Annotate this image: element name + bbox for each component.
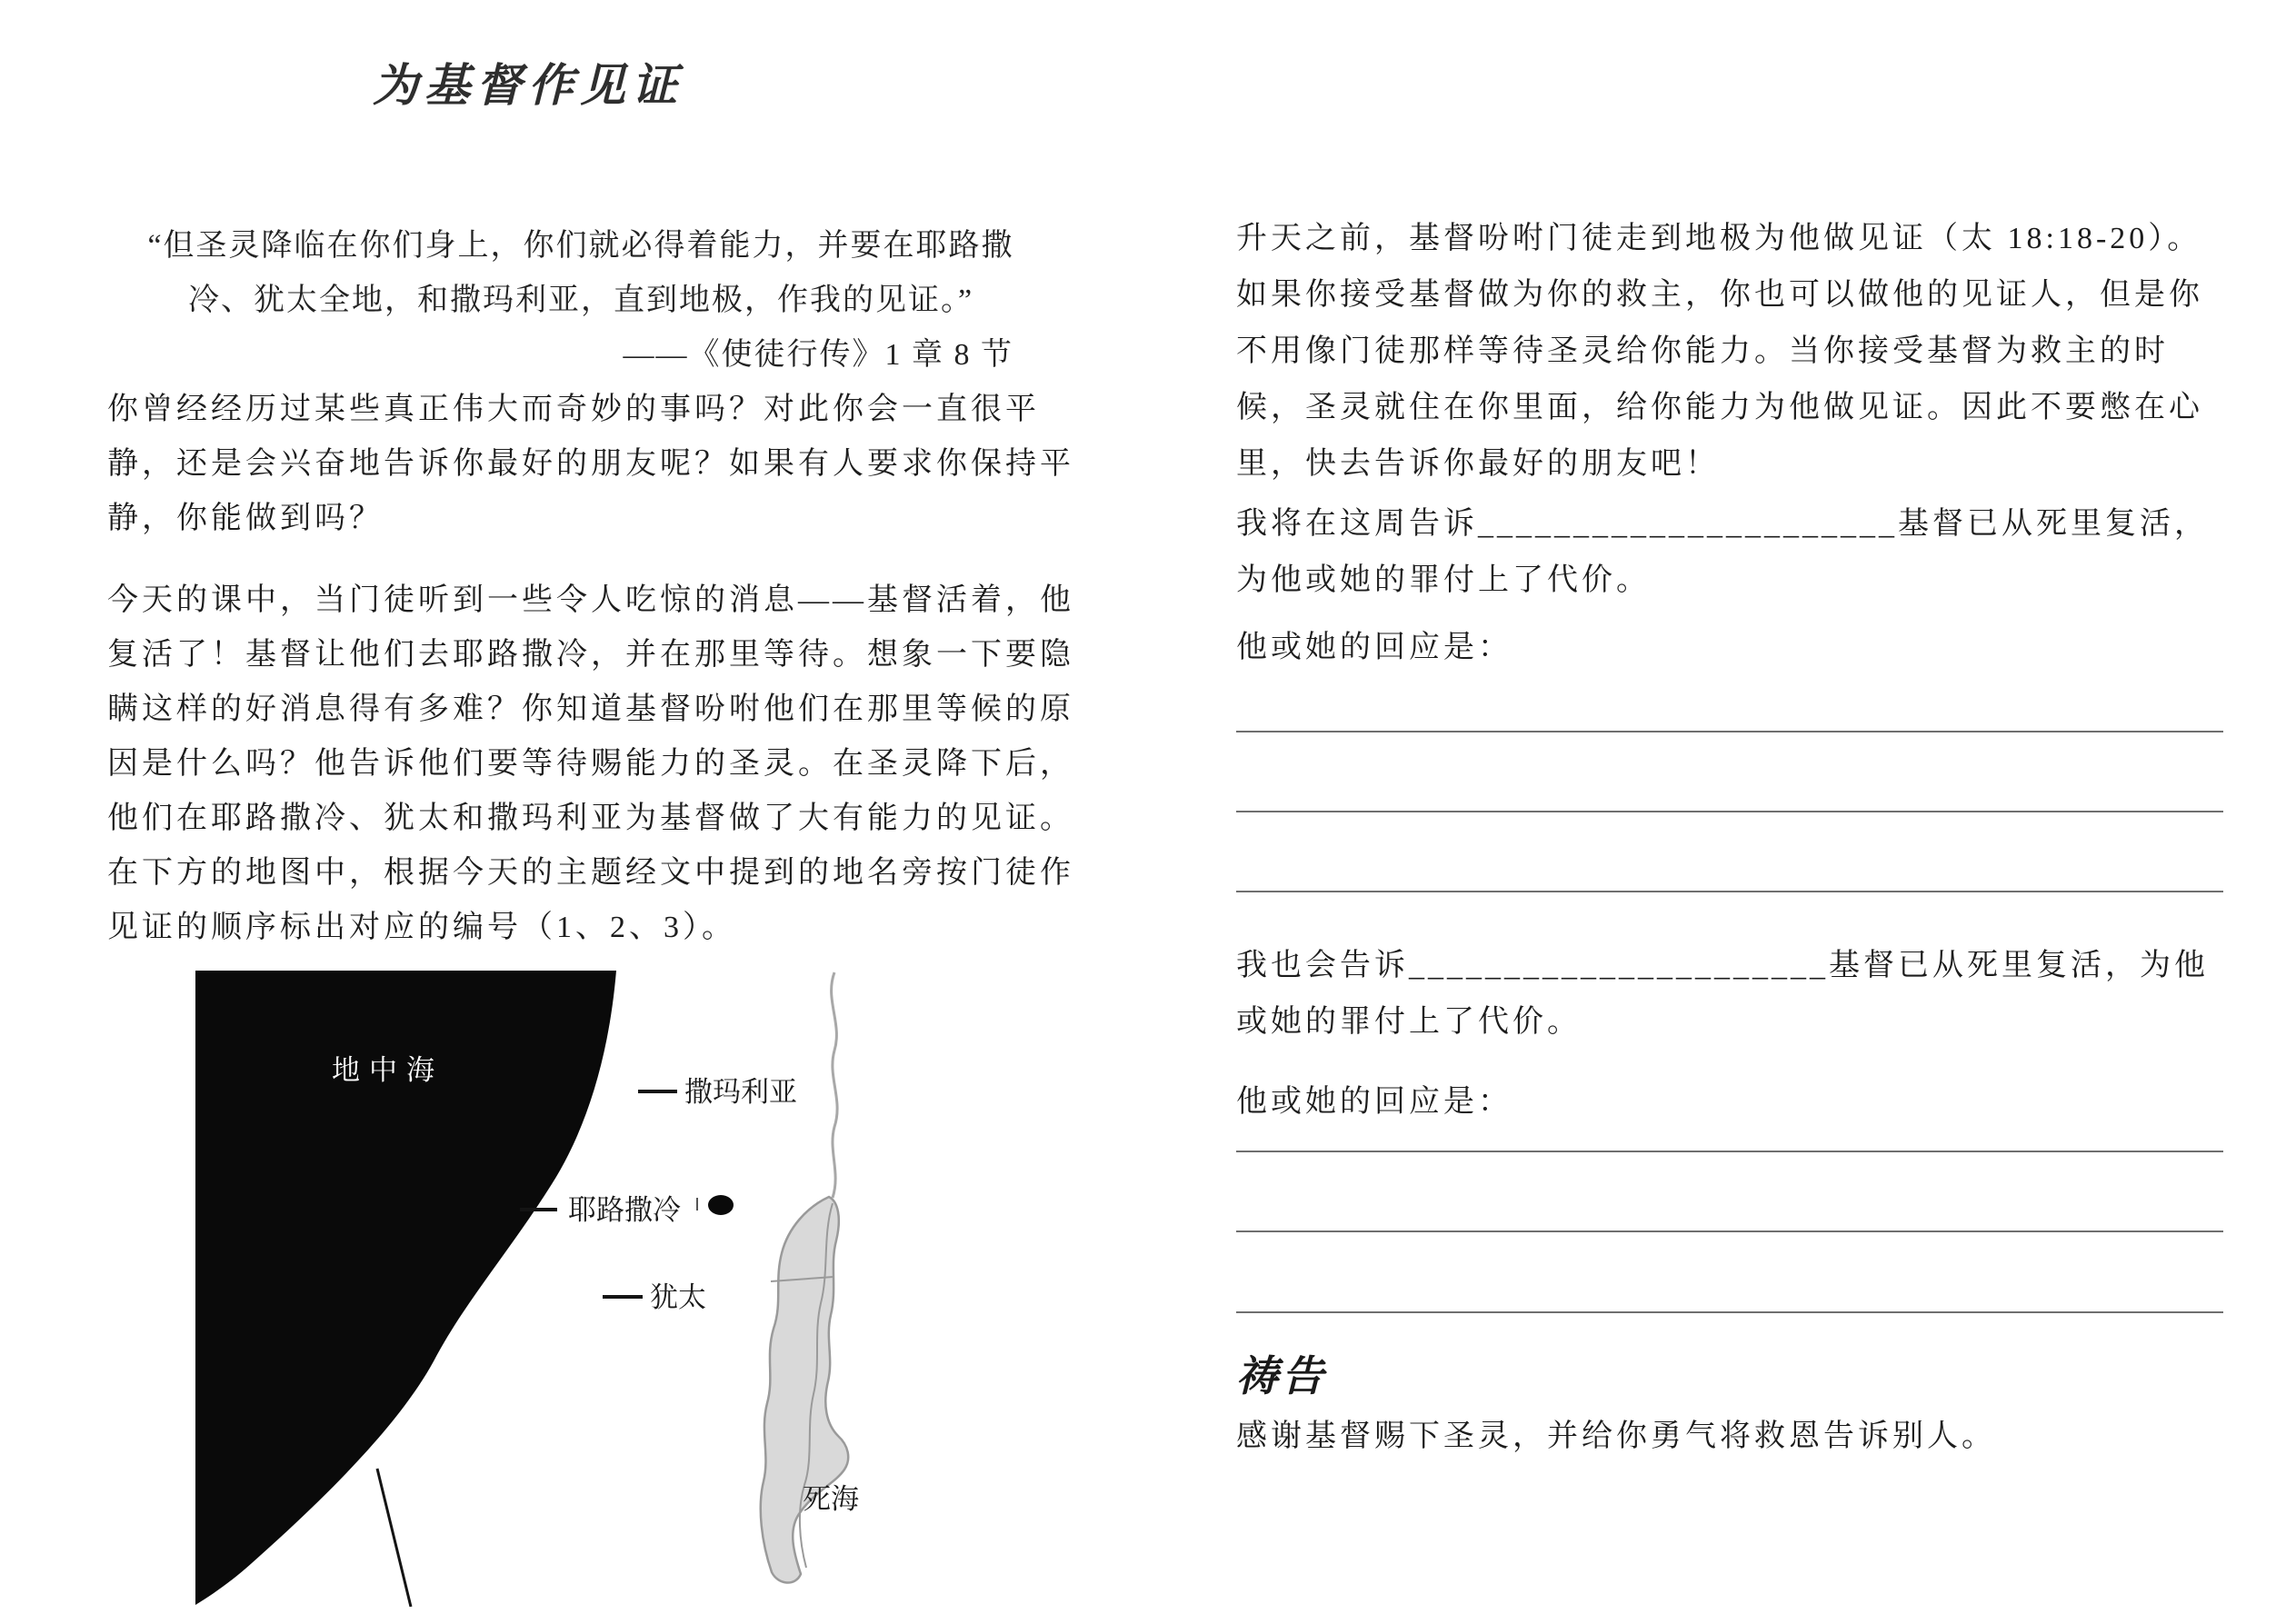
prayer-heading: 祷告 bbox=[1236, 1353, 1327, 1400]
prayer-text: 感谢基督赐下圣灵，并给你勇气将救恩告诉别人。 bbox=[1236, 1420, 1996, 1453]
write-line bbox=[1236, 812, 2223, 892]
write-line bbox=[1236, 732, 2223, 812]
paragraph-lesson: 今天的课中，当门徒听到一些令人吃惊的消息——基督活着，他 复活了！基督让他们去耶路撒冷，并在那里等待。想象一下要隐 瞒这样的好消息得有多难？你知道基督吩咐他们在那里等候的原 因是什么吗？他告诉他们要等待赐能力的圣灵。在圣灵降下后， 他们在耶路撒冷、犹太和撒玛利亚为基督做了大有能力的见证。 bbox=[107, 583, 1074, 835]
commitment-2-text: 我也会告诉______________________基督已从死里复活，为他 或她的罪付上了代价。 bbox=[1236, 949, 2209, 1039]
paragraph-witness: 升天之前，基督吩咐门徒走到地极为他做见证（太 18:18-20）。 如果你接受基督做为你的救主，你也可以做他的见证人，但是你 不用像门徒那样等待圣灵给你能力。当你接受基督为救主的时 候，圣灵就住在你里面，给你能力为他做见证。因此不要憋在心 里，快去告诉你最好的朋友吧！ bbox=[1236, 222, 2203, 481]
scripture-quote: “但圣灵降临在你们身上，你们就必得着能力，并要在耶路撒 冷、犹太全地，和撒玛利亚，直到地极，作我的见证。” bbox=[147, 229, 1014, 317]
write-line bbox=[1236, 1131, 2223, 1152]
jerusalem-label: 耶路撒冷 bbox=[568, 1194, 681, 1226]
left-column bbox=[107, 50, 1074, 955]
write-line bbox=[1236, 1232, 2223, 1313]
commitment-1-text: 我将在这周告诉______________________基督已从死里复活， 为他或她的罪付上了代价。 bbox=[1236, 507, 2209, 597]
israel-map bbox=[195, 971, 877, 1607]
dead-sea-label: 死海 bbox=[803, 1483, 859, 1515]
paragraph-intro: 你曾经经历过某些真正伟大而奇妙的事吗？对此你会一直很平 静，还是会兴奋地告诉你最好的朋友呢？如果有人要求你保持平 静，你能做到吗？ bbox=[107, 393, 1074, 535]
mediterranean-label: 地中海 bbox=[332, 1054, 444, 1086]
right-column bbox=[1236, 211, 2223, 1464]
scripture-attribution: ——《使徒行传》1 章 8 节 bbox=[623, 338, 1013, 372]
paragraph-map-instruction: 在下方的地图中，根据今天的主题经文中提到的地名旁按门徒作 见证的顺序标出对应的编号（1、2、3）。 bbox=[107, 856, 1074, 944]
samaria-label: 撒玛利亚 bbox=[684, 1076, 797, 1108]
judea-label: 犹太 bbox=[650, 1281, 706, 1313]
write-line bbox=[1236, 676, 2223, 732]
response-label-2: 他或她的回应是： bbox=[1236, 1085, 1512, 1119]
write-line bbox=[1236, 1152, 2223, 1232]
page-title: 为基督作见证 bbox=[373, 60, 684, 111]
response-label-1: 他或她的回应是： bbox=[1236, 631, 1512, 664]
jerusalem-city-dot bbox=[708, 1195, 734, 1215]
